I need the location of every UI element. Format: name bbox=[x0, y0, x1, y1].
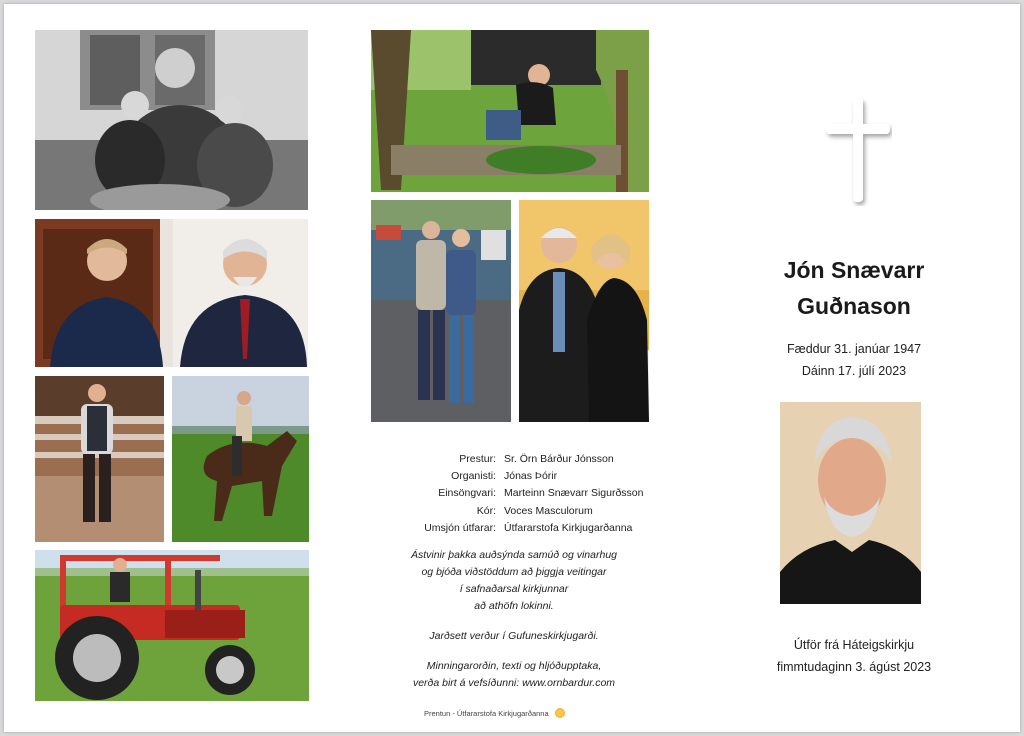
credit-person: Jónas Þórir bbox=[504, 469, 558, 482]
invitation-text bbox=[374, 547, 654, 615]
credit-row bbox=[394, 467, 664, 484]
photo-horse-rider bbox=[172, 376, 309, 542]
funeral-date: fimmtudaginn 3. ágúst 2023 bbox=[776, 660, 932, 674]
funeral-church: Útför frá Háteigskirkju bbox=[793, 638, 915, 652]
photo-portrait-men bbox=[35, 219, 308, 367]
memorial-website-line: verða birt á vefsíðunni: www.ornbardur.com bbox=[412, 677, 616, 689]
life-dates bbox=[764, 338, 944, 382]
credit-role: Kór: bbox=[476, 504, 496, 517]
invitation-line: að athöfn lokinni. bbox=[474, 600, 554, 612]
photo-couple-harbour bbox=[371, 200, 511, 422]
name-line: Jón Snævarr bbox=[783, 257, 925, 283]
credit-person: Marteinn Snævarr Sigurðsson bbox=[504, 487, 644, 500]
invitation-line: og bjóða viðstöddum að þiggja veitingar bbox=[421, 566, 607, 578]
deceased-name bbox=[764, 252, 944, 324]
cross-icon bbox=[824, 96, 892, 206]
credit-row bbox=[394, 450, 664, 467]
photo-man-by-fence bbox=[35, 376, 164, 542]
portrait-photo bbox=[780, 402, 921, 604]
credit-row bbox=[394, 519, 664, 536]
memorial-line: Minningarorðin, texti og hljóðupptaka, bbox=[426, 660, 602, 672]
memorial-text bbox=[374, 658, 654, 692]
burial-text: Jarðsett verður í Gufuneskirkjugarði. bbox=[429, 630, 599, 642]
credit-person: Voces Masculorum bbox=[504, 504, 593, 517]
credit-row bbox=[394, 485, 664, 502]
photo-man-gardening bbox=[371, 30, 649, 192]
photo-family-bw bbox=[35, 30, 308, 210]
credit-role: Einsöngvari: bbox=[438, 487, 496, 500]
memorial-program-page bbox=[4, 4, 1020, 732]
credit-role: Umsjón útfarar: bbox=[424, 521, 496, 534]
name-line: Guðnason bbox=[797, 293, 911, 319]
invitation-line: Ástvinir þakka auðsýnda samúð og vinarhug bbox=[410, 549, 618, 561]
credit-row bbox=[394, 502, 664, 519]
credit-role: Prestur: bbox=[459, 452, 496, 465]
credit-role: Organisti: bbox=[451, 469, 496, 482]
funeral-info bbox=[764, 634, 944, 678]
credit-person: Sr. Örn Bárður Jónsson bbox=[504, 452, 614, 465]
photo-red-tractor bbox=[35, 550, 309, 701]
printer-text: Prentun - Útfararstofa Kirkjugarðanna bbox=[424, 708, 549, 718]
death-date: Dáinn 17. júlí 2023 bbox=[801, 364, 907, 378]
sun-logo-icon bbox=[555, 708, 565, 718]
printer-credit bbox=[424, 708, 604, 718]
invitation-line: í safnaðarsal kirkjunnar bbox=[459, 583, 569, 595]
photo-couple-indoors bbox=[519, 200, 649, 422]
credit-person: Útfararstofa Kirkjugarðanna bbox=[504, 521, 633, 534]
birth-date: Fæddur 31. janúar 1947 bbox=[786, 342, 922, 356]
service-credits bbox=[394, 450, 664, 536]
